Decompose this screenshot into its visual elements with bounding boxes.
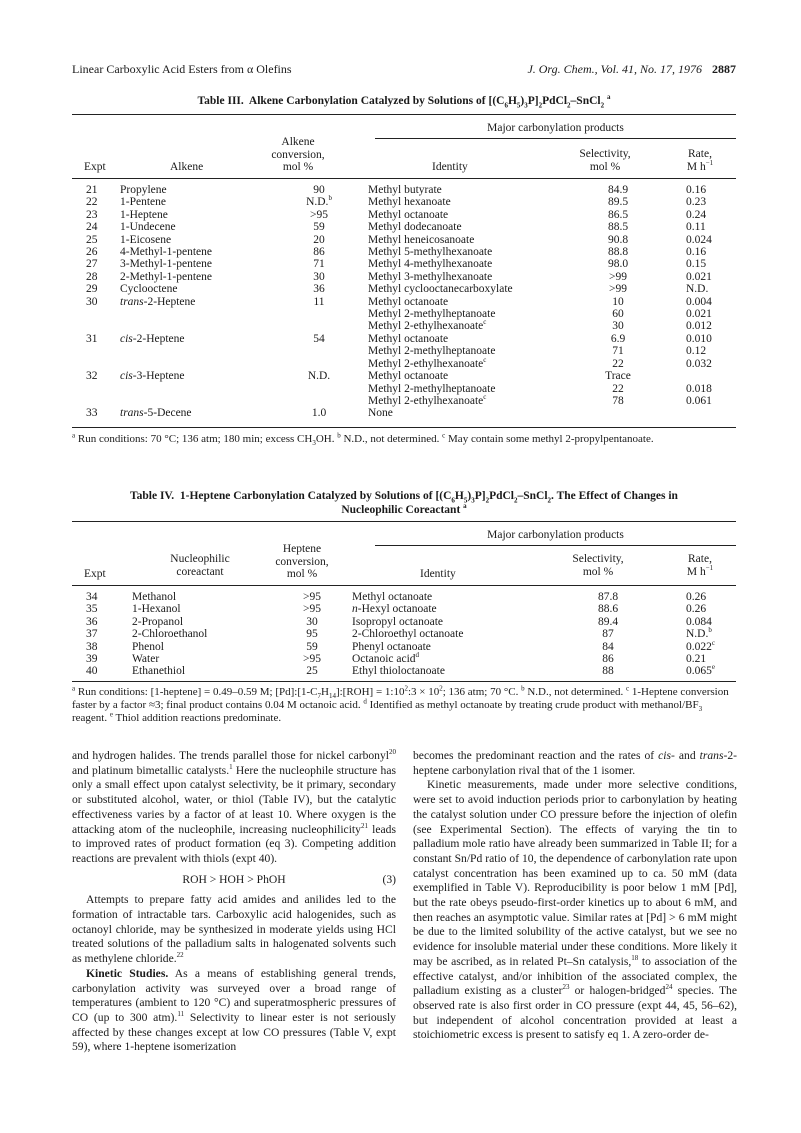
table4-cell: Ethyl thioloctanoate (352, 665, 445, 678)
table3-cell: Trace (605, 370, 631, 383)
table3-row (72, 196, 736, 208)
table3-row (72, 246, 736, 258)
right-para-2: Kinetic measurements, made under more selective conditions, were set to avoid induction periods prior to carbonylation by heating the catalyst solution under CO pressure before the injection of olefin (see Experimental Section). The effects of varying the tin to palladium mole ratio have already been summarized in Table II; for a constant Sn/Pd ratio of 10, the dependence of carbonylation rate upon catalyst concentration has been examined up to ca. 50 mM (data exemplified in Table V). Reproducibility is poor below 1 mM [Pd], but the rate obeys pseudo-first-order kinetics up to about 6 mM, and then reaches an asymptotic value. Similar rates at [Pd] > 6 mM might be due to the limited solubility of the active catalyst, but we see no evidence for insoluble material under these conditions. More likely it may be ascribed, as in related Pt–Sn catalysis,$^{18}$ to association of the effective catalyst, and/or inhibition of the associated complex, the palladium existing as a cluster$^{23}$ or halogen-bridged$^{24}$ species. The observed rate is also first order in CO pressure (expt 44, 45, 56–62), but independent of alcohol concentration provided at least a stoichiometric excess is present to satisfy eq 1. A zero-order de- (413, 778, 738, 1042)
table4-cell: 89.4 (597, 615, 619, 628)
table3-row (72, 221, 736, 233)
table4-cell: 0.084 (686, 615, 712, 628)
table3-cell (686, 370, 736, 382)
table3-cell: Methyl 4-methylhexanoate (368, 258, 493, 271)
table3-cell: 6.9 (610, 332, 626, 345)
left-para-3: Kinetic Studies. As a means of establishing general trends, carbonylation activity was surveyed over a broad range of temperatures (ambient to 120 °C) and superatmospheric pressures of CO (up to 300 atm).$^{11}$ Selectivity to linear ester is not seriously affected by these changes except at low CO pressures (Table V, expt 59), where 1-heptene isomerization (72, 966, 396, 1054)
table3-row (72, 320, 736, 332)
table3-cell: 0.24 (686, 208, 707, 221)
table3-cell: 84.9 (607, 184, 629, 196)
table4-cell: 87 (602, 628, 614, 641)
table3-cell: Propylene (120, 184, 167, 196)
table3-header-conversion: Alkene conversion, mol % (271, 136, 325, 173)
table3-cell: N.D. (307, 370, 331, 383)
table3-cell: None (368, 407, 393, 420)
table3-cell: 0.024 (686, 233, 712, 246)
table4-cell: 2-Propanol (132, 615, 184, 628)
table3-cell: Cyclooctene (120, 283, 178, 296)
table4-cell: Isopropyl octanoate (352, 615, 444, 628)
table3-cell: 21 (86, 184, 98, 196)
table3-cell: 29 (86, 283, 98, 296)
left-para-2: Attempts to prepare fatty acid amides and anilides led to the formation of intractable tars. Carboxylic acid halogenides, such as octanoyl chloride, may be synthesized in moderate yields using HCl treated solutions of the palladium salts in halogenated solvents such as methylene chloride.$^{22}$ (72, 893, 396, 966)
table3-cell: 0.12 (686, 345, 707, 358)
table3-cell: 0.021 (686, 308, 712, 321)
table4-cell: 37 (86, 628, 98, 641)
table4-cell: 36 (86, 615, 98, 628)
table4-cell: >95 (303, 591, 321, 603)
table3-cell: 90.8 (607, 233, 629, 246)
table3-cell: 0.004 (686, 295, 712, 308)
table3-bottom-rule (72, 427, 736, 428)
table4-cell: 39 (86, 653, 98, 666)
table4-top-rule (72, 521, 736, 522)
table3-cell: cis-2-Heptene (120, 332, 185, 345)
table3-header-alkene: Alkene (170, 161, 204, 173)
table4-cell: 2-Chloroethyl octanoate (352, 628, 464, 641)
section-heading-kinetic: Kinetic Studies. (86, 966, 169, 980)
table3-cell: Methyl 2-methylheptanoate (368, 308, 496, 321)
table3-cell: 1-Pentene (120, 196, 166, 209)
table4-cell: >95 (303, 653, 321, 666)
table3-cell: 22 (612, 357, 624, 370)
table3-cell: 78 (612, 394, 624, 407)
table3-cell: 0.032 (686, 357, 712, 370)
table3-cell: N.D.$^b$ (306, 194, 332, 209)
equation-text: ROH > HOH > PhOH (182, 872, 286, 886)
table3-cell: 10 (612, 295, 624, 308)
table4-cell: Octanoic acid$^d$ (352, 651, 420, 666)
table3-cell: 36 (313, 283, 325, 296)
table3-cell: 0.16 (686, 184, 707, 196)
table3-cell: 1-Heptene (120, 208, 168, 221)
table3-cell: Methyl 5-methylhexanoate (368, 246, 493, 259)
table4-cell: 87.8 (597, 591, 619, 603)
table3-header-selectivity: Selectivity, mol % (579, 148, 631, 173)
table3-cell: 30 (612, 320, 624, 333)
table3-cell: Methyl octanoate (368, 208, 449, 221)
table3-cell: 20 (313, 233, 325, 246)
table3-cell: >99 (609, 283, 627, 296)
table4-header-identity: Identity (420, 568, 456, 580)
table3-header-expt: Expt (84, 161, 106, 173)
table3-cell: Methyl 3-methylhexanoate (368, 270, 493, 283)
table3-cell: 0.061 (686, 394, 712, 407)
table3-cell (120, 320, 270, 332)
table4-cell: 59 (306, 640, 318, 653)
table4-bottom-rule (72, 681, 736, 682)
table3-cell: cis-3-Heptene (120, 370, 185, 383)
table4-header-rule (72, 585, 736, 586)
table4-cell: 38 (86, 640, 98, 653)
right-para-1: becomes the predominant reaction and the rates of cis- and trans-2-heptene carbonylation rival that of the 1 isomer. (413, 749, 737, 777)
table3-cell: 22 (612, 382, 624, 395)
table3-cell: Methyl cyclooctanecarboxylate (368, 283, 513, 296)
left-column (72, 749, 396, 1055)
table4-cell: Water (132, 653, 160, 666)
table3-cell: Methyl hexanoate (368, 196, 451, 209)
table3-row (72, 296, 736, 308)
table3-row (72, 358, 736, 370)
table3-title-text: Table III. Alkene Carbonylation Catalyzed by Solutions of $[(C_6H_5)_3P]_2PdCl_2-SnCl_2$ $^a$ (197, 93, 611, 110)
table4-cell: 30 (306, 615, 318, 628)
table4-cell: Ethanethiol (132, 665, 186, 678)
equation-number: (3) (382, 872, 396, 886)
table4-group-rule (375, 545, 736, 546)
table4-cell: N.D.$^b$ (686, 626, 712, 641)
table3-cell (270, 320, 368, 332)
table3-cell: 27 (86, 258, 98, 271)
table4-row (72, 616, 736, 628)
table3-cell (270, 383, 368, 395)
table3-cell: 90 (313, 184, 325, 196)
table3-cell: 30 (86, 295, 98, 308)
table3-row (72, 234, 736, 246)
table3-cell: trans-5-Decene (120, 407, 192, 420)
table3-footnote: $^a$ Run conditions: 70 °C; 136 atm; 180 min; excess $CH_3OH$. $^b$ N.D., not determined. $^c$ May contain some methyl 2-propylpentanoate. (72, 431, 654, 448)
table3-cell: 31 (86, 332, 98, 345)
table4-row (72, 653, 736, 665)
table3-cell: 33 (86, 407, 98, 420)
table4-cell: >95 (303, 603, 321, 616)
table3-cell: Methyl 2-ethylhexanoate$^c$ (368, 393, 487, 407)
table4-row (72, 628, 736, 640)
table3-row (72, 271, 736, 283)
table3-cell: 26 (86, 246, 98, 259)
table3-cell (120, 308, 270, 320)
table4-row (72, 591, 736, 603)
table3-cell: 89.5 (607, 196, 629, 209)
table3-row (72, 209, 736, 221)
table4-cell: 0.065e (686, 663, 715, 678)
table3-cell: 1-Undecene (120, 221, 176, 234)
running-title: Linear Carboxylic Acid Esters from α Olefins (72, 62, 292, 76)
table3-row (72, 407, 736, 419)
table3-cell: 86 (313, 246, 325, 259)
table3-cell: 23 (86, 208, 98, 221)
equation-3 (72, 873, 396, 888)
left-para-1: and hydrogen halides. The trends parallel those for nickel carbonyl$^{20}$ and platinum bimetallic catalysts.$^1$ Here the nucleophile structure has only a small effect upon catalyst selectivity, be it primary, secondary or substituted alcohol, water, or thiol (Table IV), but the catalytic effectiveness varies by a factor of at least 10. Where oxygen is the attacking atom of the nucleophile, increasing nucleophilicity$^{21}$ leads to improved rates of product formation (eq 3). Competing addition reactions are prevalent with thiols (expt 40). (72, 748, 396, 865)
table3-cell: 25 (86, 233, 98, 246)
table3-cell: 32 (86, 370, 98, 383)
table3-cell: Methyl 2-methylheptanoate (368, 345, 496, 358)
table3-cell: 88.8 (607, 246, 629, 259)
table3-cell: 3-Methyl-1-pentene (120, 258, 212, 271)
table3-cell: 0.16 (686, 246, 707, 259)
table3-cell: 86.5 (607, 208, 629, 221)
table3-cell: 71 (612, 345, 624, 358)
right-column (413, 749, 737, 1043)
table4-row (72, 641, 736, 653)
table3-cell (72, 395, 120, 407)
table3-row (72, 395, 736, 407)
table3-cell: 4-Methyl-1-pentene (120, 246, 212, 259)
table3-cell: 0.010 (686, 332, 712, 345)
table3-row (72, 333, 736, 345)
table3-cell: 1.0 (311, 407, 327, 420)
table4-header-conversion: Heptene conversion, mol % (275, 543, 329, 580)
table3-cell: 22 (86, 196, 98, 209)
table3-cell: 0.018 (686, 382, 712, 395)
table3-cell (120, 358, 270, 370)
table3-cell: 59 (313, 221, 325, 234)
table3-cell (270, 308, 368, 320)
table4-header-coreactant: Nucleophilic coreactant (170, 553, 230, 578)
table3-cell (576, 407, 686, 419)
table3-cell (120, 395, 270, 407)
table3-group-rule (375, 138, 736, 139)
table3-cell: Methyl dodecanoate (368, 221, 462, 234)
table3-header-identity: Identity (432, 161, 468, 173)
table3-cell: Methyl heneicosanoate (368, 233, 475, 246)
table3-cell (72, 383, 120, 395)
table3-cell: Methyl octanoate (368, 295, 449, 308)
table3-cell: Methyl 2-ethylhexanoate$^c$ (368, 355, 487, 370)
table3-cell: Methyl 2-methylheptanoate (368, 382, 496, 395)
table4-cell: 0.21 (686, 653, 707, 666)
table3-row (72, 184, 736, 196)
table4-cell: n-Hexyl octanoate (352, 603, 437, 616)
table3-row (72, 383, 736, 395)
table3-cell: >95 (310, 208, 328, 221)
table3-cell (72, 358, 120, 370)
table4-cell: 34 (86, 591, 98, 603)
table3-header-rate: Rate, M $h^{-1}$ (686, 148, 714, 173)
table4-cell: 84 (602, 640, 614, 653)
table3-cell: trans-2-Heptene (120, 295, 196, 308)
table4-cell: 88 (602, 665, 614, 678)
table3-cell: >99 (609, 270, 627, 283)
table3-top-rule (72, 114, 736, 115)
table3-cell (270, 358, 368, 370)
table3-body (72, 184, 736, 420)
table3-cell: 11 (313, 295, 325, 308)
table3-cell (270, 345, 368, 357)
table3-cell: Methyl 2-ethylhexanoate$^c$ (368, 318, 487, 333)
table4-cell: 0.26 (686, 603, 707, 616)
table3-cell: Methyl butyrate (368, 184, 442, 196)
table3-cell: 0.021 (686, 270, 712, 283)
table3-cell: 88.5 (607, 221, 629, 234)
table3-cell: 24 (86, 221, 98, 234)
table4-cell: 25 (306, 665, 318, 678)
table4-title: Table IV. 1-Heptene Carbonylation Catalyzed by Solutions of $[(C_6H_5)_3P]_2PdCl_2-SnCl_2$. The Effect of Changes in Nucleophilic Coreactant $^a$ (130, 490, 678, 516)
table3-cell: 60 (612, 308, 624, 321)
table3-cell: 0.11 (686, 221, 706, 234)
table3-cell: 1-Eicosene (120, 233, 172, 246)
table3-cell: 0.012 (686, 320, 712, 333)
table3-cell (686, 407, 736, 419)
table3-cell (72, 345, 120, 357)
table4-cell: 0.26 (686, 591, 707, 603)
table4-cell: Methanol (132, 591, 177, 603)
page-number: 2887 (712, 62, 736, 76)
table3-cell: 54 (313, 332, 325, 345)
table3-cell: 0.23 (686, 196, 707, 209)
table3-cell: 2-Methyl-1-pentene (120, 270, 212, 283)
table3-cell: 28 (86, 270, 98, 283)
table3-cell (270, 395, 368, 407)
table3-cell: Methyl octanoate (368, 332, 449, 345)
table3-cell (72, 320, 120, 332)
table3-row (72, 308, 736, 320)
table3-row (72, 283, 736, 295)
table3-cell (72, 308, 120, 320)
table4-cell: 35 (86, 603, 98, 616)
table3-cell: 71 (313, 258, 325, 271)
table4-cell: Phenol (132, 640, 164, 653)
table4-header-selectivity: Selectivity, mol % (572, 553, 624, 578)
table3-cell: 98.0 (607, 258, 629, 271)
table3-cell (120, 345, 270, 357)
table4-header-rate: Rate, M $h^{-1}$ (686, 553, 714, 578)
table4-header-expt: Expt (84, 568, 106, 580)
table3-cell: 0.15 (686, 258, 707, 271)
table3-cell: N.D. (686, 283, 709, 296)
journal-name: J. Org. Chem., Vol. 41, No. 17, 1976 (527, 62, 702, 76)
table4-row (72, 603, 736, 615)
table3-group-header: Major carbonylation products (487, 122, 624, 134)
table3-row (72, 345, 736, 357)
table3-cell (120, 383, 270, 395)
table3-cell: 30 (313, 270, 325, 283)
table4-cell: Phenyl octanoate (352, 640, 431, 653)
table4-cell: 86 (602, 653, 614, 666)
table4-cell: 40 (86, 665, 98, 678)
table3-row (72, 258, 736, 270)
table4-row (72, 665, 736, 677)
table4-group-header: Major carbonylation products (487, 529, 624, 541)
table4-footnote: $^a$ Run conditions: [1-heptene] = 0.49–0.59 M; $[Pd]:[1-C_7H_{14}]:[ROH]$ = $1:10^2:3 \times 10^2$; 136 atm; 70 °C. $^b$ N.D., not determined. $^c$ 1-Heptene conversion faster by a factor ≈3; final product contains 0.04 M octanoic acid. $^d$ Identified as methyl octanoate by treating crude product with methanol/$BF_3$ reagent. $^e$ Thiol addition reactions predominate. (72, 684, 729, 724)
journal-citation (527, 62, 736, 77)
table4-cell: Methyl octanoate (352, 591, 433, 603)
table4-cell: 88.6 (597, 603, 619, 616)
table4-cell: 2-Chloroethanol (132, 628, 208, 641)
table3-cell: Methyl octanoate (368, 370, 449, 383)
table3-row (72, 370, 736, 382)
table3-title (72, 94, 736, 108)
table3-header-rule (72, 178, 736, 179)
table4-cell: 1-Hexanol (132, 603, 181, 616)
table4-cell: 95 (306, 628, 318, 641)
table4-cell: 0.022$^c$ (686, 638, 715, 653)
table4-body (72, 591, 736, 678)
